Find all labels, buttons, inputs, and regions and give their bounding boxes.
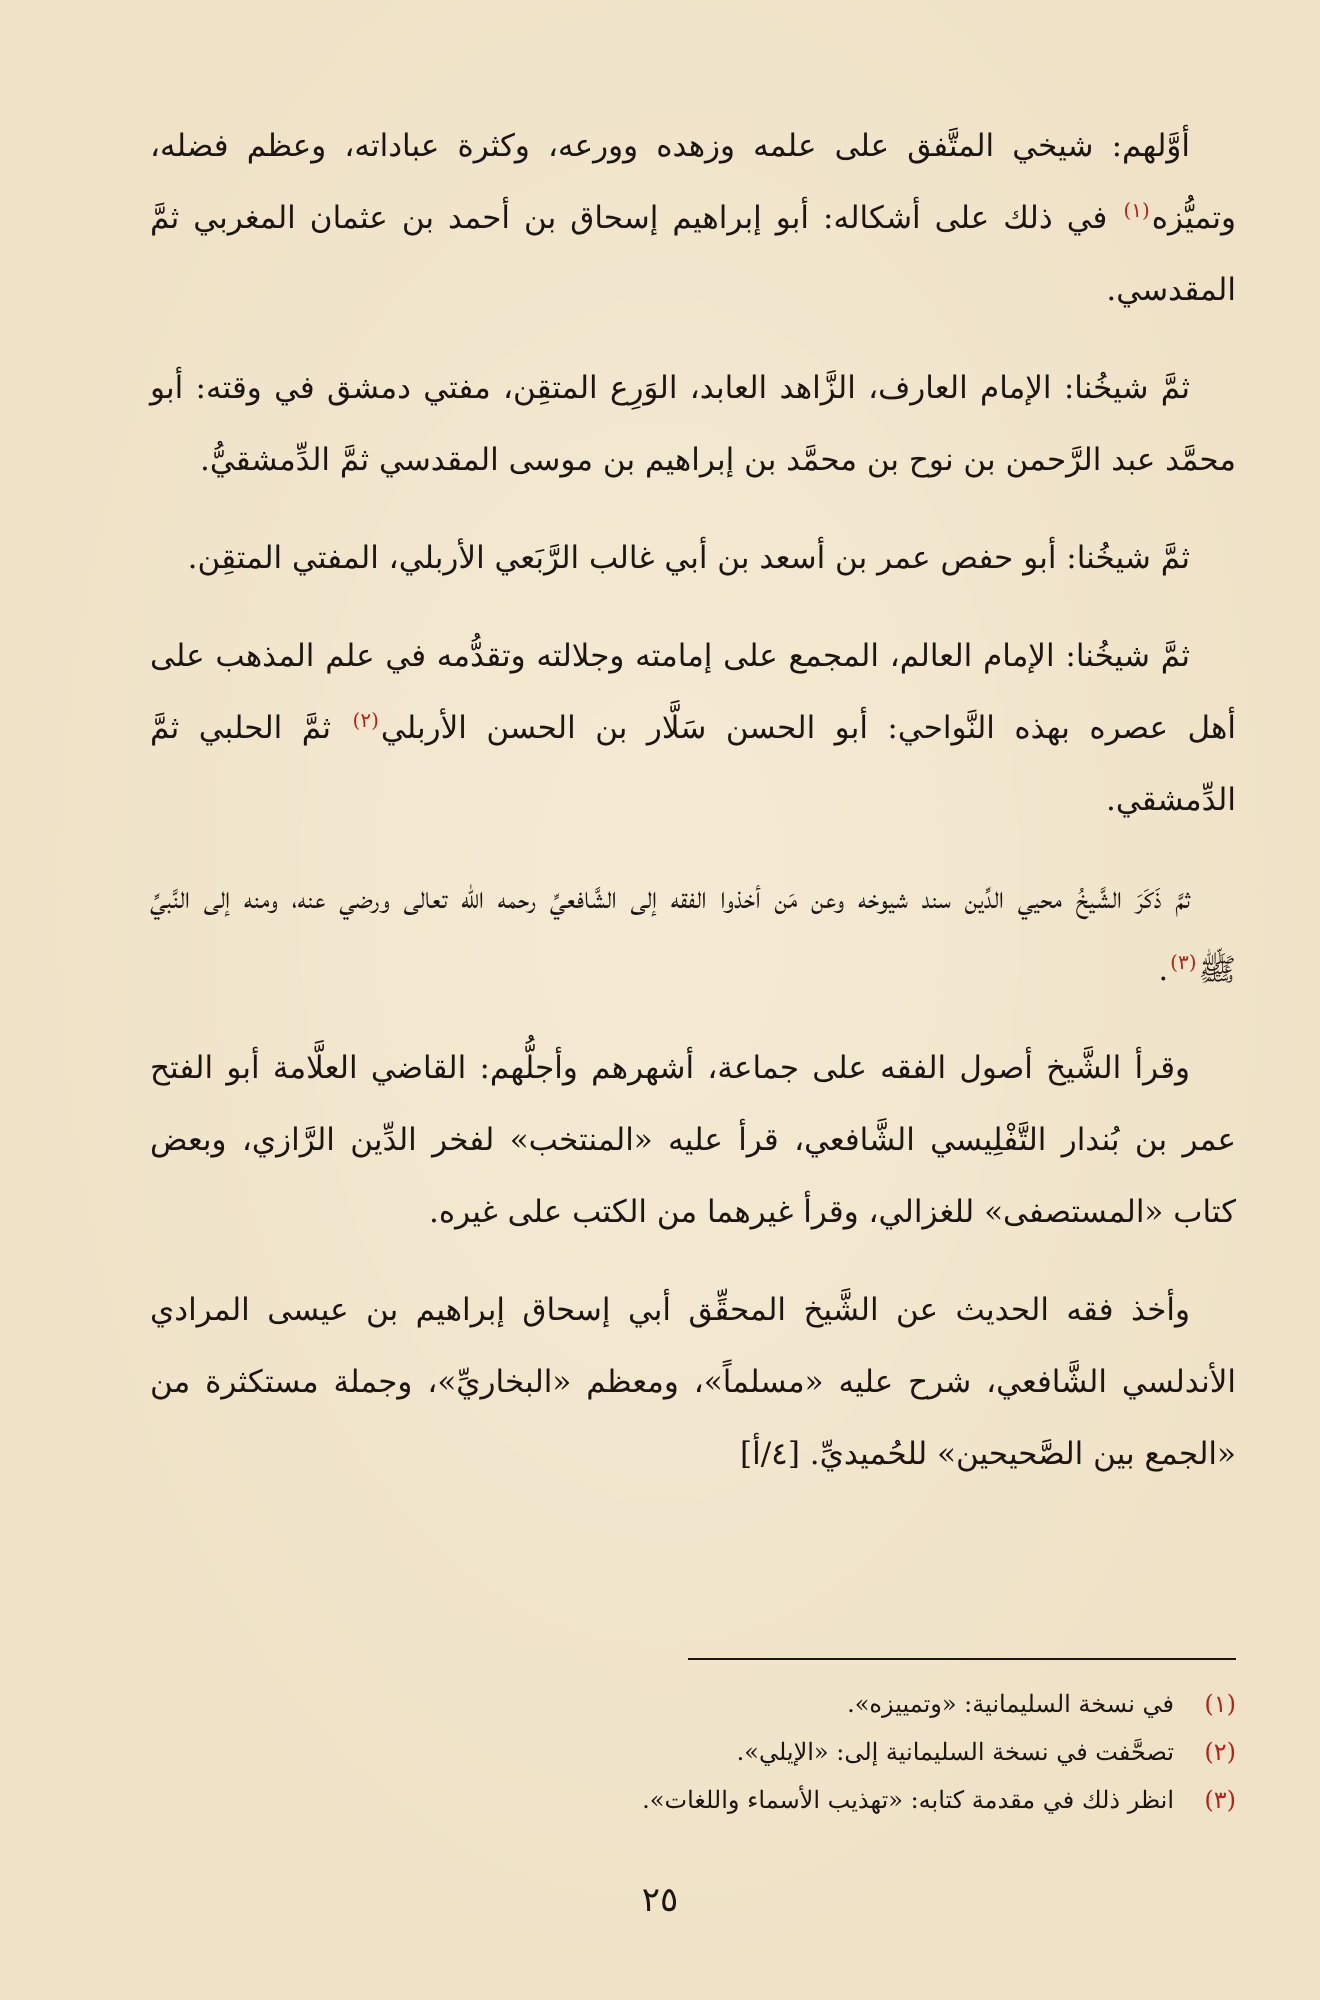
paragraph-text-continued: . [1158,952,1169,988]
footnote-marker: (٣) [1170,949,1197,974]
footnote [150,1728,1236,1776]
footnote [150,1680,1236,1728]
paragraph-text-continued: ثمَّ الحلبي ثمَّ الدِّمشقي. [150,710,1236,818]
footnote-marker: (١) [1123,197,1150,222]
paragraph-text: وقرأ الشَّيخ أصول الفقه على جماعة، أشهرهم وأجلُّهم: القاضي العلَّامة أبو الفتح عمر بن بُندار التَّفْلِيسي الشَّافعي، قرأ عليه «المنتخب» لفخر الدِّين الرَّازي، وبعض كتاب «المستصفى» للغزالي، وقرأ غيرهما من الكتب على غيره. [150,1050,1236,1230]
footnote-text: في نسخة السليمانية: «وتمييزه». [847,1690,1174,1718]
page-number: ٢٥ [641,1880,679,1920]
footnote-number: (٣) [1204,1786,1236,1814]
paragraph [150,620,1236,836]
paragraph [150,522,1236,594]
paragraph [150,1274,1236,1490]
paragraph-text-continued: في ذلك على أشكاله: أبو إبراهيم إسحاق بن أحمد بن عثمان المغربي ثمَّ المقدسي. [150,200,1236,308]
footnote-marker: (٢) [352,707,379,732]
footnote-text: انظر ذلك في مقدمة كتابه: «تهذيب الأسماء واللغات». [642,1786,1174,1814]
paragraph-text: ثمَّ شيخُنا: الإمام العالم، المجمع على إمامته وجلالته وتقدُّمه في علم المذهب على أهل عصره بهذه النَّواحي: أبو الحسن سَلَّار بن الحسن الأربلي [150,638,1236,746]
footnotes [150,1680,1236,1824]
footnote-divider [688,1658,1236,1660]
main-text [150,110,1236,1516]
paragraph-text: ثمَّ شيخُنا: الإمام العارف، الزَّاهد العابد، الوَرِع المتقِن، مفتي دمشق في وقته: أبو محمَّد عبد الرَّحمن بن نوح بن محمَّد بن إبراهيم بن موسى المقدسي ثمَّ الدِّمشقيُّ. [150,370,1236,478]
paragraph-text: ثمَّ ذَكَرَ الشَّيخُ محيي الدِّين سند شيوخه وعن مَن أخذوا الفقه إلى الشَّافعيِّ رحمه الله تعالى ورضي عنه، ومنه إلى النَّبيِّ ﷺ [150,880,1236,988]
footnote-number: (١) [1204,1690,1236,1718]
footnote-text: تصحَّفت في نسخة السليمانية إلى: «الإيلي». [736,1738,1174,1766]
footnote [150,1776,1236,1824]
paragraph [150,862,1236,1006]
paragraph-text: ثمَّ شيخُنا: أبو حفص عمر بن أسعد بن أبي غالب الرَّبَعي الأربلي، المفتي المتقِن. [187,540,1190,576]
paragraph [150,1032,1236,1248]
paragraph [150,110,1236,326]
paragraph-text: أوَّلهم: شيخي المتَّفق على علمه وزهده وورعه، وكثرة عباداته، وعظم فضله، وتميُّزه [150,128,1236,236]
paragraph-text: وأخذ فقه الحديث عن الشَّيخ المحقِّق أبي إسحاق إبراهيم بن عيسى المرادي الأندلسي الشَّافعي، شرح عليه «مسلماً»، ومعظم «البخاريِّ»، وجملة مستكثرة من «الجمع بين الصَّحيحين» للحُميديِّ. [٤/أ] [150,1292,1236,1472]
footnote-number: (٢) [1204,1738,1236,1766]
paragraph [150,352,1236,496]
